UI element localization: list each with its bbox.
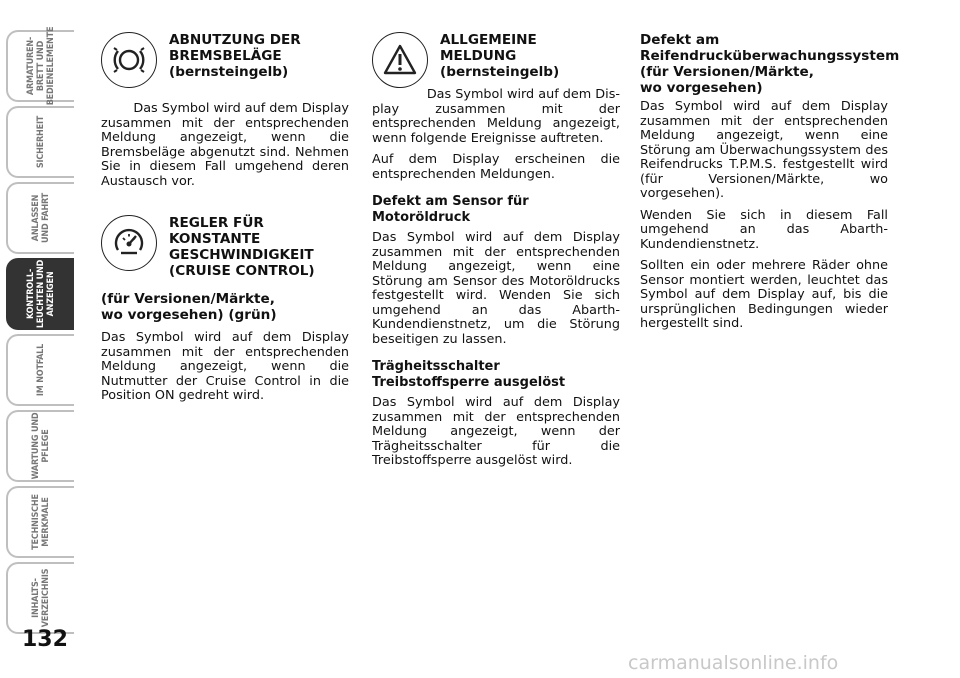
tab-kontrollleuchten[interactable]	[6, 258, 74, 330]
paragraph: Das Symbol wird auf dem Display	[133, 101, 349, 116]
tab-label: IM NOTFALL	[36, 343, 46, 397]
heading: REGLER FÜR	[169, 215, 264, 231]
column-2	[372, 32, 620, 476]
heading: GESCHWINDIGKEIT	[169, 247, 314, 263]
subheading: Defekt am Sensor für	[372, 194, 529, 209]
heading: (für Versionen/Märkte,	[640, 64, 814, 80]
heading: wo vorgesehen)	[640, 80, 763, 96]
tab-sicherheit[interactable]	[6, 106, 74, 178]
heading: Defekt am	[640, 32, 720, 48]
heading: BREMSBELÄGE	[169, 48, 282, 64]
paragraph: Das Symbol wird auf dem Display zusammen mit der entsprechenden Meldung angezeigt, wenn eine Störung am Überwachungssystem des Reifendrucks T.P.M.S. festgestellt wird (für Versionen/Märkte, wo vorgesehen).	[640, 99, 888, 201]
heading: KONSTANTE	[169, 231, 261, 247]
paragraph: play zusammen mit der entsprechenden Meldung angezeigt, wenn folgende Ereignisse auftreten.	[372, 101, 620, 146]
tab-label: ARMATUREN- BRETT UND BEDIENELEMENTE	[26, 26, 56, 106]
subheading: Treibstoffsperre ausgelöst	[372, 375, 566, 390]
paragraph: Wenden Sie sich in diesem Fall umgehend an das Abarth-Kundendienstnetz.	[640, 207, 888, 252]
tab-label: KONTROLL- LEUCHTEN UND ANZEIGEN	[26, 259, 56, 329]
page-number: 132	[22, 627, 68, 652]
heading: (für Versionen/Märkte,	[101, 291, 275, 307]
paragraph: Das Symbol wird auf dem Dis-	[426, 87, 620, 102]
cruise-section-header	[101, 215, 349, 291]
brake-title	[169, 32, 301, 80]
tab-label: TECHNISCHE MERKMALE	[31, 494, 51, 550]
warning-triangle-icon	[372, 32, 428, 88]
heading: MELDUNG	[440, 48, 517, 64]
paragraph: Das Symbol wird auf dem Display zusammen mit der entsprechenden Meldung angezeigt, wenn die Nutmutter der Cruise Control in die Position ON gedreht wird.	[101, 330, 349, 403]
heading: ALLGEMEINE	[440, 32, 537, 48]
heading: wo vorgesehen) (grün)	[101, 307, 277, 323]
subheading: Motoröldruck	[372, 210, 471, 225]
cruise-control-icon	[101, 215, 157, 271]
heading: (CRUISE CONTROL)	[169, 263, 315, 279]
tab-technische[interactable]	[6, 486, 74, 558]
subheading: Trägheitsschalter	[372, 359, 500, 374]
tab-wartung[interactable]	[6, 410, 74, 482]
tab-label: ANLASSEN UND FAHRT	[31, 193, 51, 243]
paragraph: Sollten ein oder mehrere Räder ohne Sensor montiert werden, leuchtet das Symbol auf dem Display auf, bis die ursprünglichen Bedingungen wieder hergestellt sind.	[640, 258, 888, 331]
tab-inhalt[interactable]	[6, 562, 74, 634]
watermark: carmanualsonline.info	[628, 652, 839, 674]
heading: (bernsteingelb)	[169, 64, 289, 80]
tab-label: INHALTS- VERZEICHNIS	[31, 568, 51, 628]
tab-label: WARTUNG UND PFLEGE	[31, 412, 51, 480]
tab-label: SICHERHEIT	[36, 115, 46, 169]
paragraph: zusammen mit der entsprechenden Meldung angezeigt, wenn die Bremsbeläge abgenutzt sind. Nehmen Sie in diesem Fall umgehend deren Austausch vor.	[101, 115, 349, 189]
heading: Reifendrucküberwachungssystem	[640, 48, 900, 64]
general-title	[440, 32, 559, 80]
tab-im-notfall[interactable]	[6, 334, 74, 406]
heading: ABNUTZUNG DER	[169, 32, 301, 48]
heading: (bernsteingelb)	[440, 64, 560, 80]
brake-section-header	[101, 32, 349, 102]
tab-anlassen[interactable]	[6, 182, 74, 254]
brake-pad-icon	[101, 32, 157, 88]
paragraph: Auf dem Display erscheinen die entsprechenden Meldungen.	[372, 152, 620, 182]
paragraph: Das Symbol wird auf dem Display zusammen mit der entsprechenden Meldung angezeigt, wenn eine Störung am Sensor des Motoröldrucks festgestellt wird. Wenden Sie sich umgehend an das Abarth-Kundendienstnetz, um die Störung beseitigen zu lassen.	[372, 230, 620, 347]
paragraph: Das Symbol wird auf dem Display zusammen mit der entsprechenden Meldung angezeigt, wenn der Trägheitsschalter für die Treibstoffsperre ausgelöst wird.	[372, 395, 620, 468]
tab-armaturenbrett[interactable]	[6, 26, 74, 106]
cruise-title	[169, 215, 315, 279]
column-3	[640, 32, 900, 339]
column-1	[101, 32, 349, 411]
general-section-header	[372, 32, 620, 88]
